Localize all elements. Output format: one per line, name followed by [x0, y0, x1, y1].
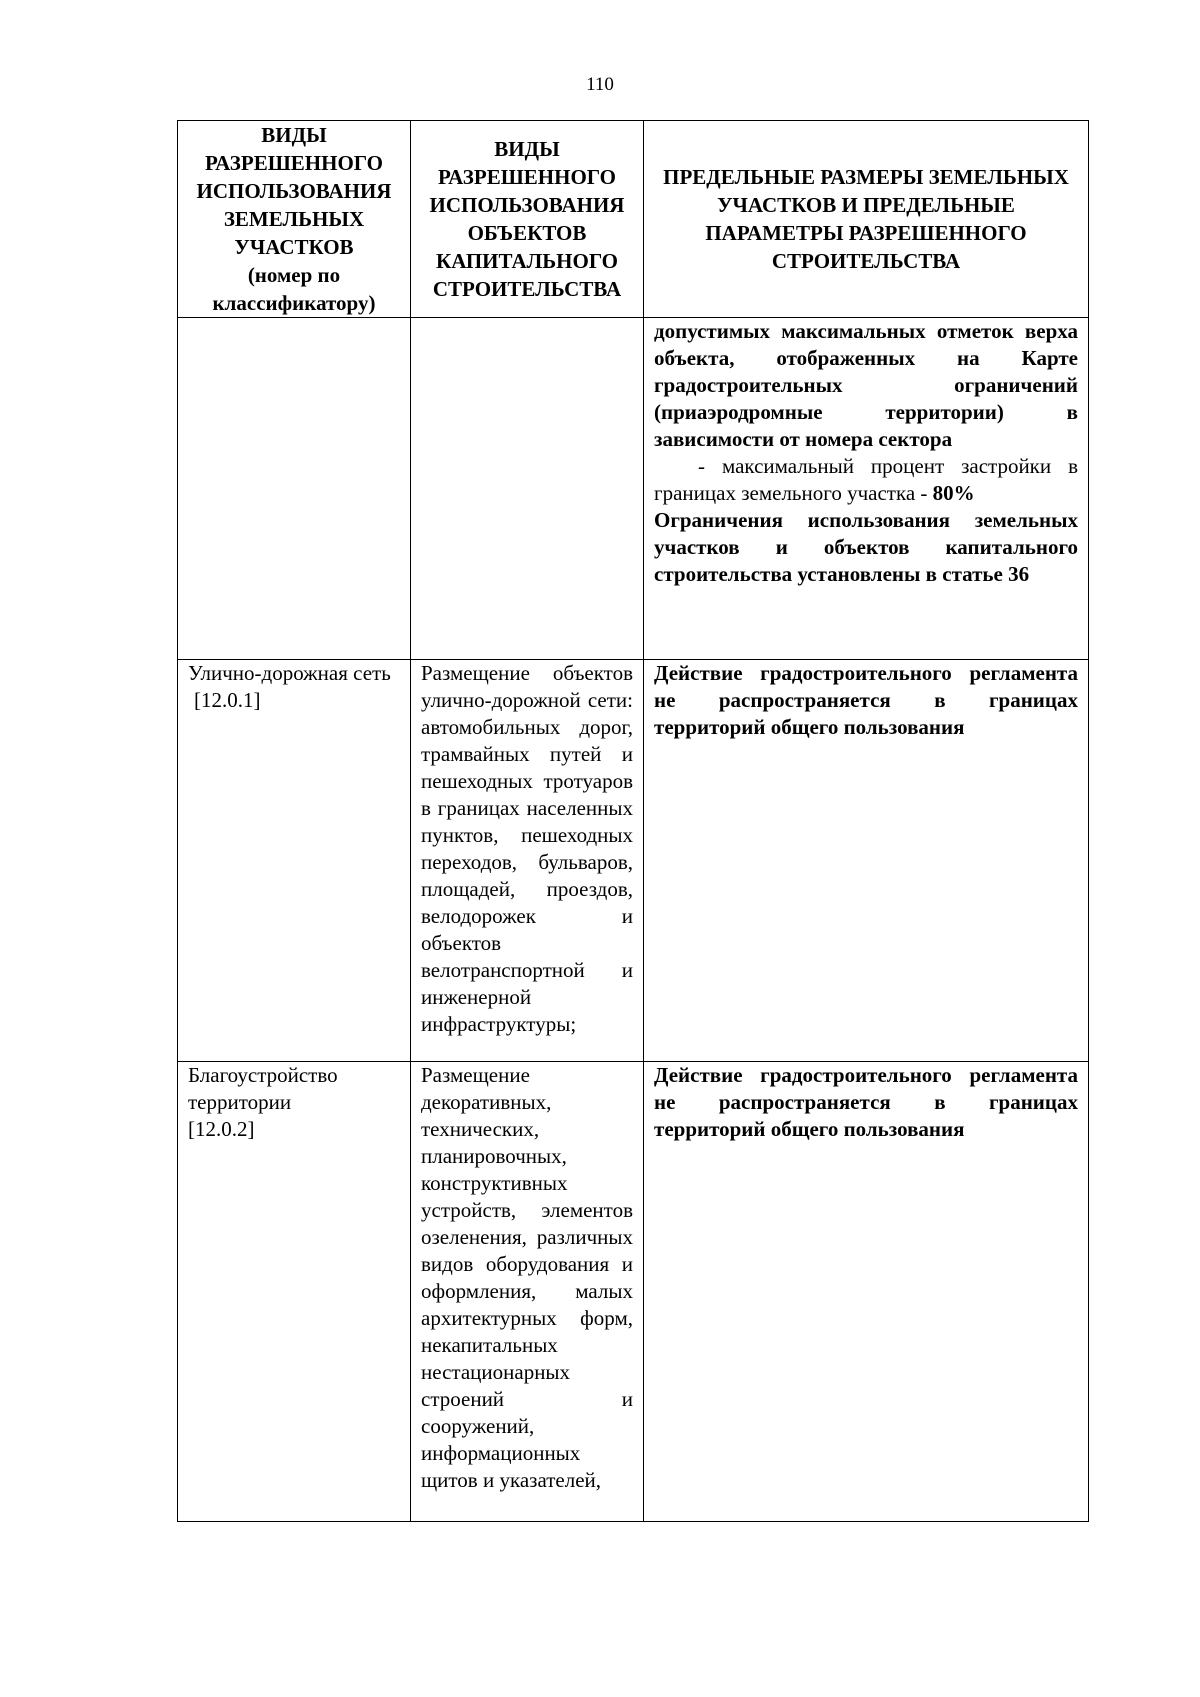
building-coverage-label: - максимальный процент застройки в границах земельного участка -	[654, 454, 1078, 505]
table-row	[178, 318, 1089, 660]
header-classifier-note: (номер по классификатору)	[212, 263, 376, 315]
row3-construction-cell: Размещение декоративных, технических, планировочных, конструктивных устройств, элементов озеленения, различных видов оборудования и оформления, малых архитектурных форм, некапитальных нестационарных строений и сооружений, информационных щитов и указателей,	[411, 1062, 644, 1522]
row2-land-use-cell	[178, 660, 411, 1062]
building-coverage-text	[654, 453, 1078, 507]
max-heights-text: допустимых максимальных отметок верха объекта, отображенных на Карте градостроительных ограничений (приаэродромные территории) в зависимости от номера сектора	[654, 319, 1078, 451]
row2-land-use-name: Улично-дорожная сеть	[188, 661, 391, 685]
row2-parameters-cell: Действие градостроительного регламента не распространяется в границах территорий общего пользования	[644, 660, 1089, 1062]
header-land-use-title: ВИДЫ РАЗРЕШЕННОГО ИСПОЛЬЗОВАНИЯ ЗЕМЕЛЬНЫХ УЧАСТКОВ	[196, 123, 392, 259]
restrictions-text: Ограничения использования земельных участков и объектов капитального строительства установлены в статье 36	[654, 508, 1078, 586]
row3-land-use-cell	[178, 1062, 411, 1522]
header-land-use-types	[178, 121, 411, 318]
row1-land-use-cell	[178, 318, 411, 660]
header-limit-parameters: ПРЕДЕЛЬНЫЕ РАЗМЕРЫ ЗЕМЕЛЬНЫХ УЧАСТКОВ И ПРЕДЕЛЬНЫЕ ПАРАМЕТРЫ РАЗРЕШЕННОГО СТРОИТЕЛЬСТВА	[644, 121, 1089, 318]
row1-parameters-cell	[644, 318, 1089, 660]
row2-construction-cell: Размещение объектов улично-дорожной сети: автомобильных дорог, трамвайных путей и пешеходных тротуаров в границах населенных пунктов, пешеходных переходов, бульваров, площадей, проездов, велодорожек и объектов велотранспортной и инженерной инфраструктуры;	[411, 660, 644, 1062]
row3-classifier-code: [12.0.2]	[188, 1117, 255, 1141]
regulations-table	[177, 120, 1089, 1522]
table-row	[178, 1062, 1089, 1522]
table-row	[178, 660, 1089, 1062]
header-construction-use-types: ВИДЫ РАЗРЕШЕННОГО ИСПОЛЬЗОВАНИЯ ОБЪЕКТОВ КАПИТАЛЬНОГО СТРОИТЕЛЬСТВА	[411, 121, 644, 318]
row2-classifier-code: [12.0.1]	[194, 688, 261, 712]
table-header-row	[178, 121, 1089, 318]
row1-construction-cell	[411, 318, 644, 660]
row3-land-use-name: Благоустройство территории	[188, 1063, 338, 1114]
page-number: 110	[586, 74, 614, 95]
building-coverage-value: 80%	[932, 481, 975, 505]
row3-parameters-cell: Действие градостроительного регламента не распространяется в границах территорий общего пользования	[644, 1062, 1089, 1522]
